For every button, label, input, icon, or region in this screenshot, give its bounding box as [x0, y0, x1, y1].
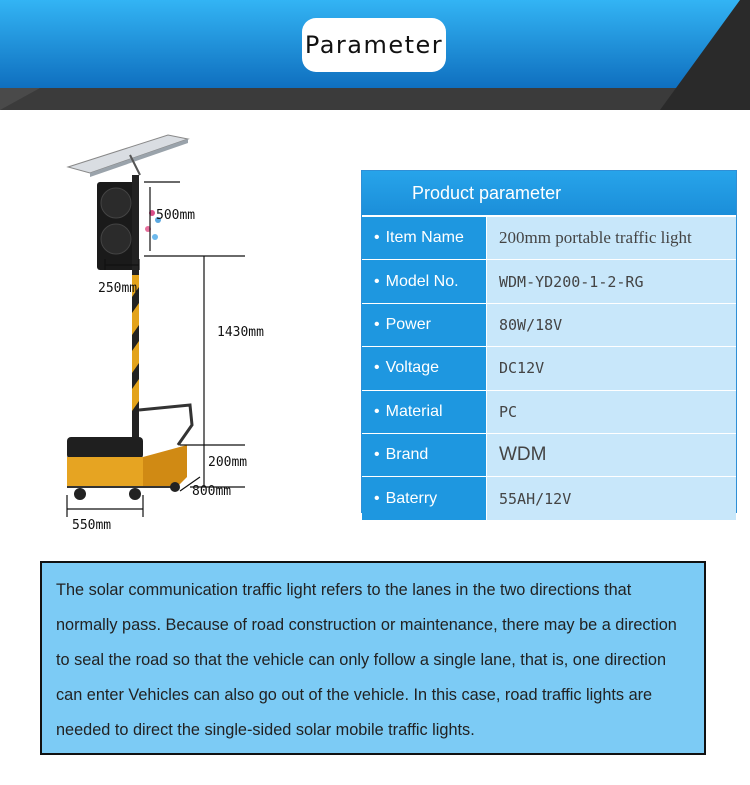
bullet-icon: • [374, 489, 380, 507]
description-box: The solar communication traffic light refers to the lanes in the two directions that normally pass. Because of road construction or maintenance, there may be a direction to seal the road so that the vehicle can only follow a single lane, that is, one direction can enter Vehicles can also go out of the vehicle. In this case, road traffic lights are needed to direct the single-sided solar mobile traffic lights. [40, 561, 706, 755]
table-row [362, 259, 736, 302]
dim-arm-length: 250mm [98, 281, 138, 296]
row-key: Material [385, 402, 443, 420]
row-value: PC [487, 391, 736, 433]
pole [132, 175, 139, 440]
green-lamp [101, 224, 131, 254]
dim-base-width: 550mm [72, 518, 112, 533]
dim-pole-height: 1430mm [217, 325, 264, 340]
bullet-icon: • [374, 359, 380, 377]
bullet-icon: • [374, 402, 380, 420]
row-value: WDM-YD200-1-2-RG [487, 260, 736, 302]
trolley-base [67, 437, 187, 500]
page-title: Parameter [302, 18, 446, 72]
dim-base-height: 200mm [208, 455, 248, 470]
row-value: WDM [487, 434, 736, 476]
row-value: 80W/18V [487, 304, 736, 346]
parameter-table [361, 170, 737, 513]
row-key: Baterry [385, 489, 438, 507]
table-row [362, 216, 736, 259]
row-value: 200mm portable traffic light [487, 217, 736, 259]
table-row [362, 433, 736, 476]
table-row [362, 390, 736, 433]
row-value: 55AH/12V [487, 477, 736, 519]
table-title: Product parameter [362, 171, 736, 216]
bullet-icon: • [374, 446, 380, 464]
row-key: Item Name [385, 229, 464, 247]
row-key: Model No. [385, 272, 459, 290]
product-diagram [40, 125, 340, 545]
row-key: Brand [385, 446, 429, 464]
dim-base-length: 800mm [192, 484, 232, 499]
solar-panel [68, 135, 188, 173]
bullet-icon: • [374, 272, 380, 290]
table-row [362, 346, 736, 389]
row-key: Power [385, 315, 431, 333]
table-row [362, 303, 736, 346]
red-lamp [101, 188, 131, 218]
bullet-icon: • [374, 229, 380, 247]
dim-light-height: 500mm [156, 208, 196, 223]
bullet-icon: • [374, 315, 380, 333]
table-row [362, 476, 736, 519]
row-value: DC12V [487, 347, 736, 389]
row-key: Voltage [385, 359, 439, 377]
